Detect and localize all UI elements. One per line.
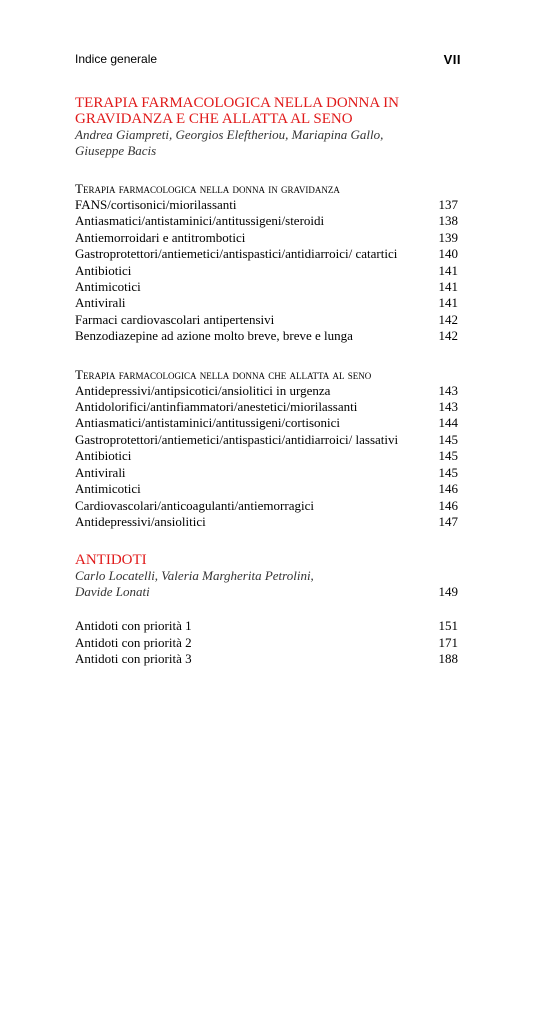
toc-entry-page: 145 bbox=[438, 448, 458, 464]
toc-entry-label: Farmaci cardiovascolari antipertensivi bbox=[75, 311, 275, 327]
table-of-contents bbox=[75, 95, 458, 668]
toc-entry[interactable] bbox=[75, 635, 458, 651]
authors-line: Giuseppe Bacis bbox=[75, 143, 157, 158]
header-page-number: VII bbox=[443, 52, 461, 67]
toc-entry-page: 151 bbox=[438, 618, 458, 634]
section-title-allattamento[interactable]: Terapia farmacologica nella donna che allatta al seno bbox=[75, 366, 372, 382]
toc-entry[interactable] bbox=[75, 448, 458, 464]
toc-entry-page: 144 bbox=[438, 415, 458, 431]
toc-entry-label: Antidepressivi/ansiolitici bbox=[75, 513, 206, 529]
toc-entry[interactable] bbox=[75, 213, 458, 229]
toc-entry-label: Cardiovascolari/anticoagulanti/antiemorragici bbox=[75, 497, 314, 513]
toc-entry[interactable] bbox=[75, 312, 458, 328]
header-title: Indice generale bbox=[75, 52, 158, 66]
toc-entry-page: 146 bbox=[438, 497, 458, 513]
toc-entry[interactable] bbox=[75, 197, 458, 213]
toc-entry-label: Antiasmatici/antistaminici/antitussigeni/steroidi bbox=[75, 213, 325, 229]
toc-entry-page: 142 bbox=[438, 328, 458, 344]
toc-entry[interactable] bbox=[75, 263, 458, 279]
toc-entry-label: Antimicotici bbox=[75, 279, 141, 295]
toc-entry-page: 188 bbox=[438, 651, 458, 667]
toc-entry-page: 138 bbox=[438, 213, 458, 229]
toc-entry[interactable] bbox=[75, 651, 458, 667]
toc-entry-label: Antimicotici bbox=[75, 481, 141, 497]
toc-entry[interactable] bbox=[75, 514, 458, 530]
toc-entry-page: 145 bbox=[438, 431, 458, 447]
toc-entry-label: Antivirali bbox=[75, 295, 126, 311]
toc-entry-page: 146 bbox=[438, 481, 458, 497]
toc-entry-label: Antidoti con priorità 3 bbox=[75, 651, 192, 667]
toc-entry[interactable] bbox=[75, 432, 458, 448]
toc-entry-page: 147 bbox=[438, 513, 458, 529]
toc-entry-label: Benzodiazepine ad azione molto breve, breve e lunga bbox=[75, 328, 353, 344]
toc-entry-label: Antibiotici bbox=[75, 262, 132, 278]
toc-entry-label: Antibiotici bbox=[75, 448, 132, 464]
toc-entry-label: Antidoti con priorità 2 bbox=[75, 634, 192, 650]
toc-entry[interactable] bbox=[75, 230, 458, 246]
chapter-title-antidoti[interactable]: ANTIDOTI bbox=[75, 552, 147, 569]
toc-entry[interactable] bbox=[75, 465, 458, 481]
toc-entry-label: FANS/cortisonici/miorilassanti bbox=[75, 197, 237, 212]
authors-line-with-page[interactable] bbox=[75, 584, 458, 600]
toc-entry[interactable] bbox=[75, 383, 458, 399]
authors-line: Andrea Giampreti, Georgios Eleftheriou, Mariapina Gallo, bbox=[75, 127, 384, 142]
section-entries-antidoti bbox=[75, 618, 458, 667]
toc-entry[interactable] bbox=[75, 279, 458, 295]
toc-entry-page: 141 bbox=[438, 279, 458, 295]
toc-entry-page: 145 bbox=[438, 464, 458, 480]
toc-entry-page: 143 bbox=[438, 399, 458, 415]
toc-entry[interactable] bbox=[75, 399, 458, 415]
toc-entry-label: Antidolorifici/antinfiammatori/anestetici/miorilassanti bbox=[75, 399, 358, 415]
toc-entry[interactable] bbox=[75, 481, 458, 497]
toc-entry-label: Antiemorroidari e antitrombotici bbox=[75, 229, 246, 245]
authors-line: Davide Lonati bbox=[75, 584, 150, 600]
authors-line: Carlo Locatelli, Valeria Margherita Petrolini, bbox=[75, 568, 314, 584]
toc-entry[interactable] bbox=[75, 328, 458, 344]
toc-entry[interactable] bbox=[75, 415, 458, 431]
chapter-authors bbox=[75, 127, 458, 159]
toc-entry-page: 137 bbox=[438, 197, 458, 212]
section-entries-gravidanza bbox=[75, 197, 458, 345]
chapter-authors bbox=[75, 568, 458, 600]
toc-entry-page: 140 bbox=[438, 246, 458, 262]
toc-entry-label: Antidoti con priorità 1 bbox=[75, 618, 192, 634]
toc-entry[interactable] bbox=[75, 295, 458, 311]
toc-entry-page: 141 bbox=[438, 262, 458, 278]
toc-entry-label: Antiasmatici/antistaminici/antitussigeni/cortisonici bbox=[75, 415, 341, 431]
toc-entry[interactable] bbox=[75, 618, 458, 634]
running-header bbox=[75, 52, 461, 70]
toc-entry-label: Antidepressivi/antipsicotici/ansiolitici in urgenza bbox=[75, 382, 331, 398]
section-entries-allattamento bbox=[75, 383, 458, 531]
section-title-gravidanza[interactable]: Terapia farmacologica nella donna in gravidanza bbox=[75, 181, 340, 196]
toc-entry-page: 141 bbox=[438, 295, 458, 311]
chapter-title-terapia[interactable]: TERAPIA FARMACOLOGICA NELLA DONNA IN GRAVIDANZA E CHE ALLATTA AL SENO bbox=[75, 95, 399, 127]
toc-entry[interactable] bbox=[75, 246, 458, 262]
toc-entry-page: 143 bbox=[438, 382, 458, 398]
toc-entry[interactable] bbox=[75, 498, 458, 514]
toc-entry-page: 171 bbox=[438, 634, 458, 650]
toc-entry-page: 139 bbox=[438, 229, 458, 245]
toc-entry-page: 142 bbox=[438, 311, 458, 327]
toc-entry-page: 149 bbox=[438, 584, 458, 600]
toc-entry-label: Gastroprotettori/antiemetici/antispastici/antidiarroici/ lassativi bbox=[75, 431, 399, 447]
toc-entry-label: Gastroprotettori/antiemetici/antispastici/antidiarroici/ catartici bbox=[75, 246, 398, 262]
toc-entry-label: Antivirali bbox=[75, 464, 126, 480]
